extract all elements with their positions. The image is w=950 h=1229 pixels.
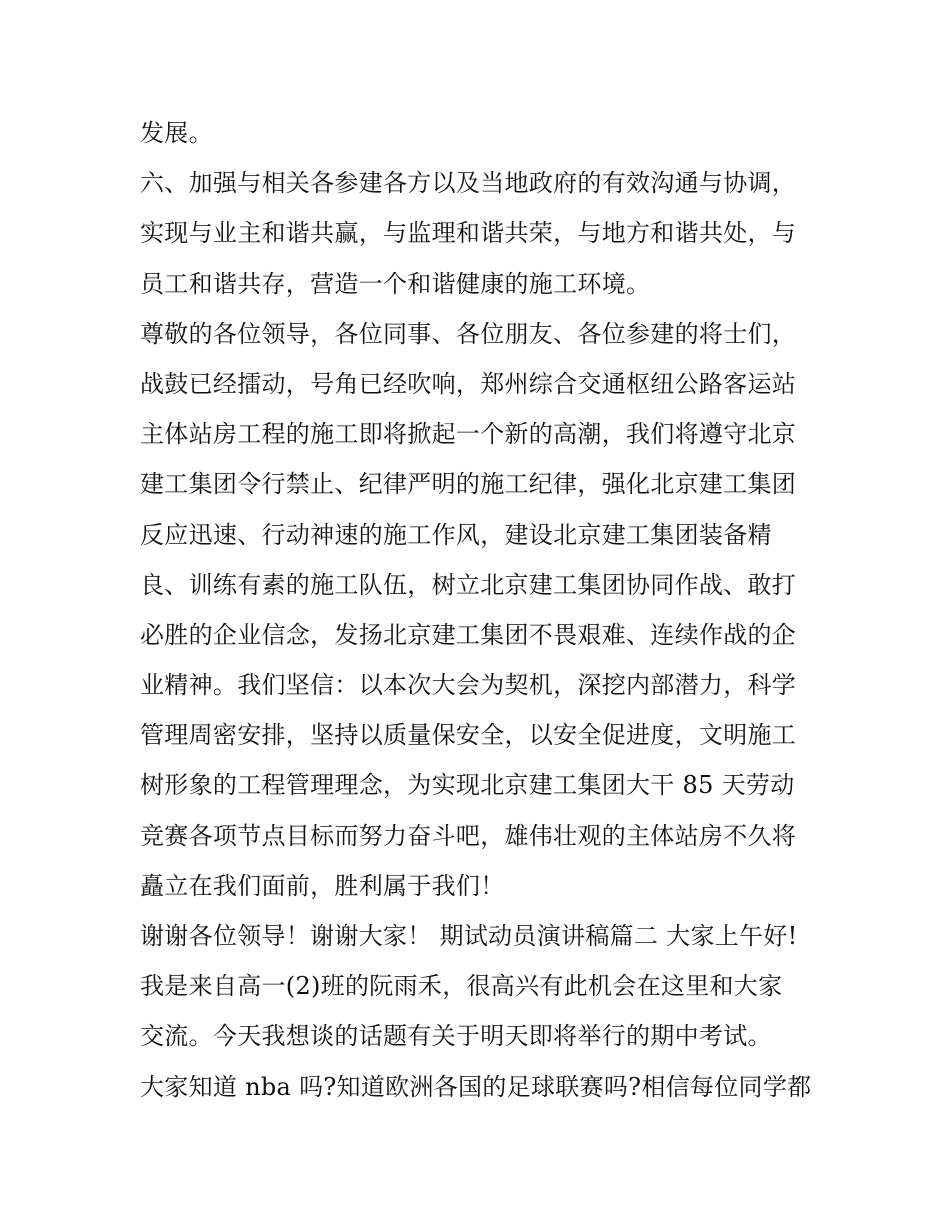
text-line: 交流。今天我想谈的话题有关于明天即将举行的期中考试。 xyxy=(140,1022,772,1051)
text-line: 必胜的企业信念，发扬北京建工集团不畏艰难、连续作战的企 xyxy=(140,620,797,649)
text-line: 谢谢各位领导！谢谢大家！ 期试动员演讲稿篇二 大家上午好! xyxy=(140,922,798,950)
text-line: 竞赛各项节点目标而努力奋斗吧，雄伟壮观的主体站房不久将 xyxy=(140,821,797,850)
document-body xyxy=(140,108,830,1112)
text-line: 树形象的工程管理理念，为实现北京建工集团大干 85 天劳动 xyxy=(140,771,795,800)
text-line: 良、训练有素的施工队伍，树立北京建工集团协同作战、敢打 xyxy=(140,570,797,599)
text-line: 战鼓已经擂动，号角已经吹响，郑州综合交通枢纽公路客运站 xyxy=(140,369,797,398)
text-line: 业精神。我们坚信：以本次大会为契机，深挖内部潜力，科学 xyxy=(140,671,797,700)
text-line: 大家知道 nba 吗?知道欧洲各国的足球联赛吗?相信每位同学都 xyxy=(140,1072,812,1101)
text-line: 主体站房工程的施工即将掀起一个新的高潮，我们将遵守北京 xyxy=(140,420,797,449)
text-line: 建工集团令行禁止、纪律严明的施工纪律，强化北京建工集团 xyxy=(140,470,797,499)
text-line: 实现与业主和谐共赢，与监理和谐共荣，与地方和谐共处，与 xyxy=(140,219,797,248)
text-line: 反应迅速、行动神速的施工作风，建设北京建工集团装备精 xyxy=(140,520,772,549)
text-line: 六、加强与相关各参建各方以及当地政府的有效沟通与协调， xyxy=(140,169,797,198)
text-line: 我是来自高一(2)班的阮雨禾，很高兴有此机会在这里和大家 xyxy=(140,972,783,1001)
text-line: 管理周密安排，坚持以质量保安全，以安全促进度，文明施工 xyxy=(140,721,797,750)
text-line: 矗立在我们面前，胜利属于我们！ xyxy=(140,871,505,900)
text-line: 尊敬的各位领导，各位同事、各位朋友、各位参建的将士们， xyxy=(140,319,797,348)
text-line: 发展。 xyxy=(140,119,213,147)
text-line: 员工和谐共存，营造一个和谐健康的施工环境。 xyxy=(140,269,651,298)
